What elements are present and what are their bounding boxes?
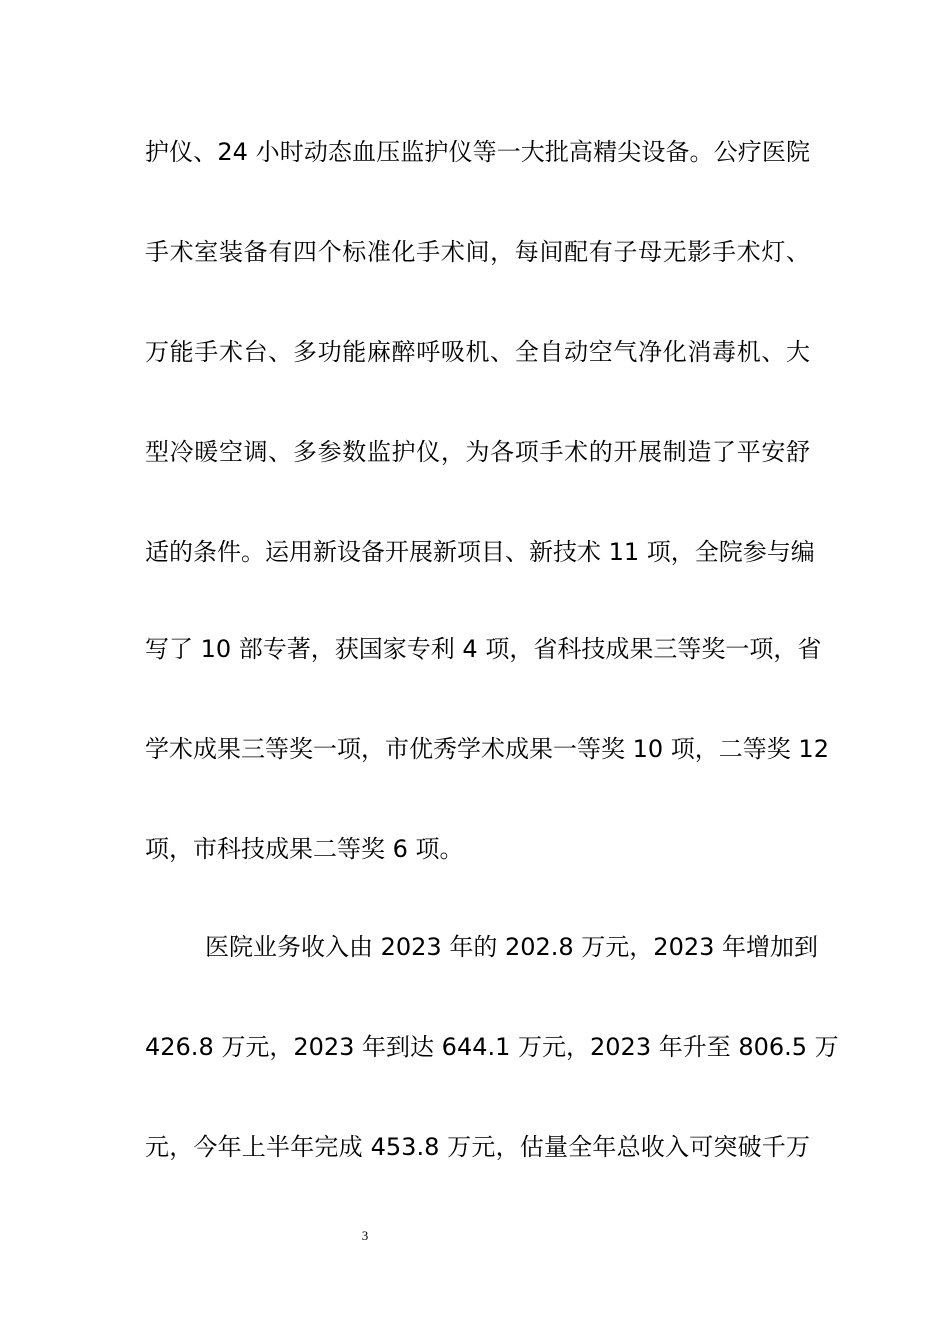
body-text-line: 手术室装备有四个标准化手术间，每间配有子母无影手术灯、 xyxy=(145,238,810,266)
body-text-line: 医院业务收入由 2023 年的 202.8 万元，2023 年增加到 xyxy=(205,933,819,961)
body-text-line: 万能手术台、多功能麻醉呼吸机、全自动空气净化消毒机、大 xyxy=(145,338,810,366)
body-text-line: 适的条件。运用新设备开展新项目、新技术 11 项，全院参与编 xyxy=(145,538,815,566)
body-text-line: 学术成果三等奖一项，市优秀学术成果一等奖 10 项，二等奖 12 xyxy=(145,735,829,763)
body-text-line: 项，市科技成果二等奖 6 项。 xyxy=(145,835,464,863)
body-text-line: 型冷暖空调、多参数监护仪，为各项手术的开展制造了平安舒 xyxy=(145,438,810,466)
body-text-line: 426.8 万元，2023 年到达 644.1 万元，2023 年升至 806.5 万 xyxy=(145,1033,839,1061)
body-text-line: 写了 10 部专著，获国家专利 4 项，省科技成果三等奖一项，省 xyxy=(145,635,822,663)
body-text-line: 护仪、24 小时动态血压监护仪等一大批高精尖设备。公疗医院 xyxy=(145,138,810,166)
body-text-line: 元，今年上半年完成 453.8 万元，估量全年总收入可突破千万 xyxy=(145,1133,810,1161)
page-number: 3 xyxy=(361,1228,369,1243)
